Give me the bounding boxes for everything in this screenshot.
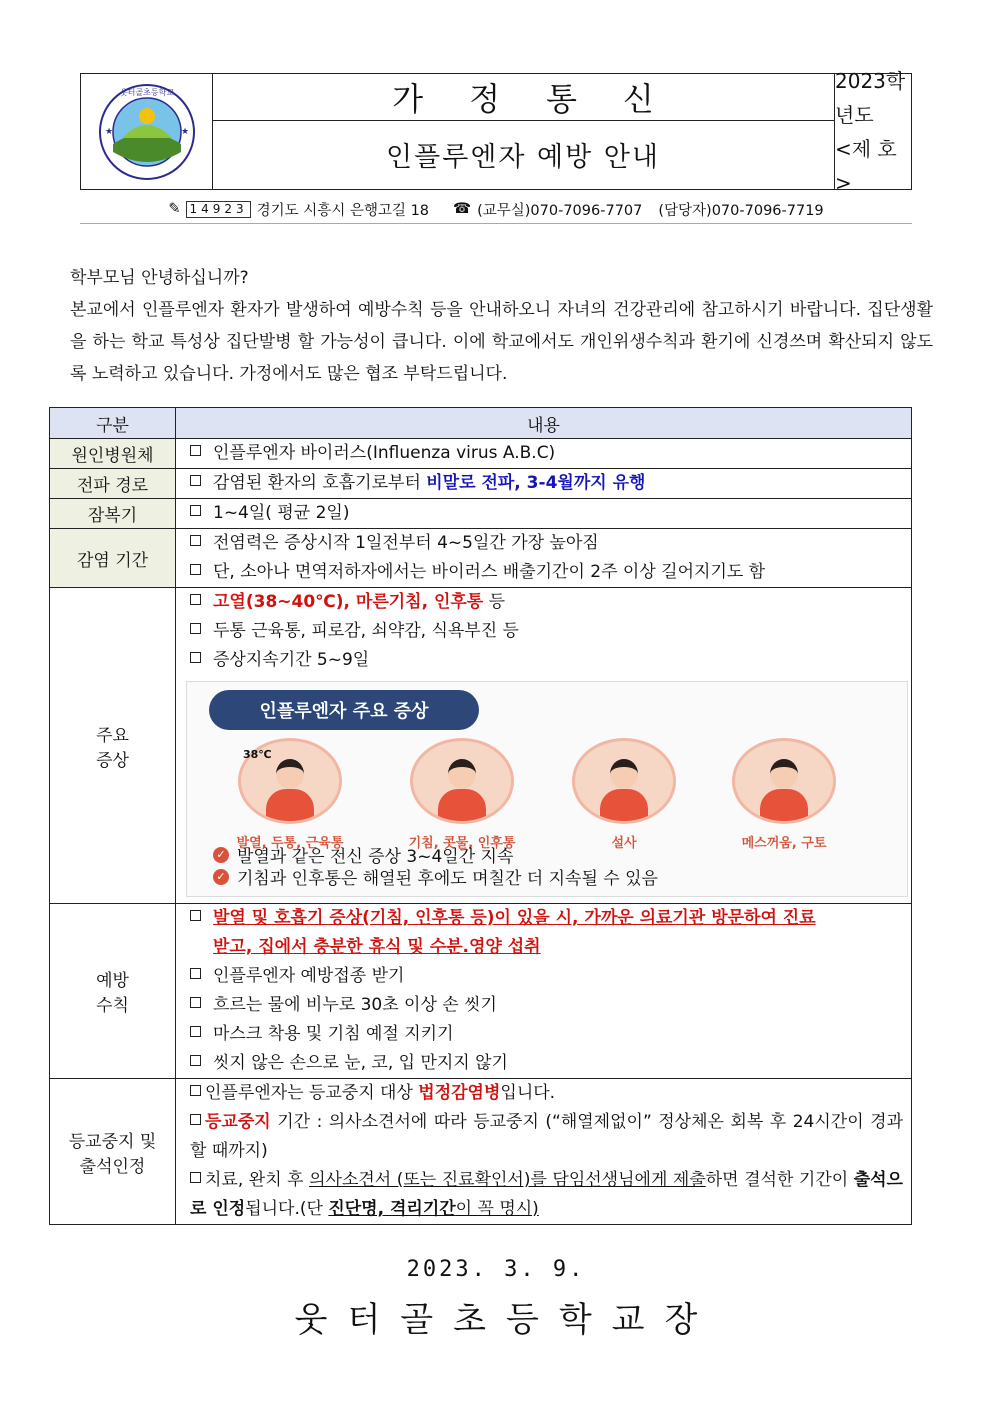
intro-body: 본교에서 인플루엔자 환자가 발생하여 예방수칙 등을 안내하오니 자녀의 건강관리에 참고하시기 바랍니다. 집단생활을 하는 학교 특성상 집단발병 할 가능성이 큽니다. 이에 학교에서도 개인위생수칙과 환기에 신경쓰며 확산되지 않도록 노력하고 있습니다. 가정에서도 많은 협조 부탁드립니다. — [70, 300, 933, 384]
col-content: 내용 — [176, 408, 912, 439]
phone-icon: ☎ — [453, 201, 472, 217]
symptom-label: 기침, 콧물, 인후통 — [408, 836, 516, 851]
school-logo — [81, 74, 213, 189]
note-text: 기침과 인후통은 해열된 후에도 며칠간 더 지속될 수 있음 — [237, 869, 658, 889]
row-text: 1~4일( 평균 2일) — [213, 503, 350, 523]
symptom-label: 메스꺼움, 구토 — [741, 836, 827, 851]
school-year: 2023학년도 — [835, 68, 906, 127]
intro — [60, 262, 933, 390]
symptom-fever — [225, 738, 355, 851]
row-highlight: 법정감염병 — [418, 1083, 501, 1103]
row-text: 씻지 않은 손으로 눈, 코, 입 만지지 않기 — [213, 1053, 508, 1073]
row-text: 됩니다.(단 — [245, 1199, 329, 1219]
row-text: 전염력은 증상시작 1일전부터 4~5일간 가장 높아짐 — [213, 533, 599, 553]
table-row — [50, 499, 912, 529]
row-text: 하면 결석한 기간이 — [705, 1170, 854, 1190]
label-line: 증상 — [96, 750, 129, 771]
label-line: 출석인정 — [79, 1156, 146, 1177]
phone-office: (교무실)070-7096-7707 — [477, 202, 643, 219]
principal-signature: 웃터골초등학교장 — [294, 1300, 718, 1340]
symptom-highlight: 고열(38~40℃), 마른기침, 인후통 — [213, 592, 484, 612]
row-text: 입니다. — [500, 1083, 556, 1103]
mail-icon: ✎ — [168, 201, 181, 217]
attendance-para — [190, 1079, 903, 1108]
row-underline: 의사소견서 (또는 진료확인서)를 담임선생님에게 제출 — [309, 1170, 706, 1190]
symptom-label: 발열, 두통, 근육통 — [236, 836, 344, 851]
label-line: 수칙 — [96, 996, 129, 1016]
page-subtitle: 인플루엔자 예방 안내 — [212, 120, 835, 189]
table-header — [50, 408, 912, 439]
prevention-highlight: 받고, 집에서 충분한 휴식 및 수분.영양 섭취 — [213, 937, 541, 957]
check-icon: ✓ — [213, 869, 229, 885]
row-text: 흐르는 물에 비누로 30초 이상 손 씻기 — [213, 995, 497, 1015]
logo-lettering: 웃터골초등학교 — [119, 87, 174, 97]
prevention-highlight: 발열 및 호흡기 증상(기침, 인후통 등)이 있을 시, 가까운 의료기관 방문하여 진료 — [213, 908, 816, 928]
note-text: 발열과 같은 전신 증상 3~4일간 지속 — [237, 847, 514, 867]
row-text: 인플루엔자는 등교중지 대상 — [205, 1083, 419, 1103]
school-emblem-icon — [92, 82, 202, 182]
symptom-label: 설사 — [611, 836, 637, 851]
attendance-para — [190, 1108, 903, 1166]
row-text: 두통 근육통, 피로감, 쇠약감, 식욕부진 등 — [213, 621, 519, 641]
attendance-para — [190, 1166, 903, 1224]
row-label: 잠복기 — [50, 499, 176, 529]
table-row — [50, 904, 912, 1079]
svg-text:★: ★ — [104, 126, 113, 137]
issue-info — [835, 68, 911, 195]
zip-code: 14923 — [186, 201, 250, 218]
phone-manager: (담당자)070-7096-7719 — [658, 202, 824, 219]
divider — [80, 223, 912, 224]
row-text: 단, 소아나 면역저하자에서는 바이러스 배출기간이 2주 이상 길어지기도 함 — [213, 562, 766, 582]
row-highlight: 비말로 전파, 3-4월까지 유행 — [426, 473, 646, 493]
label-line: 예방 — [96, 971, 129, 991]
row-text: 등 — [483, 592, 506, 612]
street-address: 경기도 시흥시 은행고길 18 — [256, 202, 430, 219]
issue-number: <제 호> — [835, 136, 897, 195]
address-line — [80, 196, 912, 222]
row-label: 감염 기간 — [50, 529, 176, 588]
label-line: 등교중지 및 — [68, 1131, 157, 1152]
row-text: 이 꼭 명시) — [455, 1199, 539, 1219]
row-label: 원인병원체 — [50, 439, 176, 469]
row-text: 인플루엔자 예방접종 받기 — [213, 966, 405, 986]
table-row — [50, 529, 912, 588]
info-table — [49, 407, 912, 1225]
row-label: 전파 경로 — [50, 469, 176, 499]
row-text: 감염된 환자의 호흡기로부터 — [213, 473, 427, 493]
row-text: 인플루엔자 바이러스(Influenza virus A.B.C) — [213, 443, 556, 463]
row-text: 치료, 완치 후 — [205, 1170, 310, 1190]
symptom-diarrhea — [559, 738, 689, 851]
label-line: 주요 — [96, 725, 129, 746]
infographic-banner: 인플루엔자 주요 증상 — [209, 690, 479, 730]
row-text: 증상지속기간 5~9일 — [213, 650, 370, 670]
symptom-nausea — [719, 738, 849, 851]
table-row — [50, 469, 912, 499]
col-category: 구분 — [50, 408, 176, 439]
row-text: 기간 : 의사소견서에 따라 등교중지 (“해열제없이” 정상체온 회복 후 24시간이 경과 할 때까지) — [190, 1112, 903, 1161]
table-row — [50, 439, 912, 469]
temp-label: 38℃ — [243, 748, 272, 761]
symptom-infographic — [186, 681, 908, 897]
row-bold: 출석으로 인정 — [190, 1170, 903, 1219]
issue-date: 2023. 3. 9. — [406, 1257, 586, 1282]
table-row — [50, 588, 912, 904]
letterhead — [80, 68, 912, 195]
row-label — [50, 588, 176, 904]
greeting: 학부모님 안녕하십니까? — [70, 268, 249, 288]
row-bold: 진단명, 격리기간 — [328, 1199, 456, 1219]
svg-text:★: ★ — [180, 126, 189, 137]
row-label — [50, 1079, 176, 1225]
symptom-cough — [397, 738, 527, 851]
row-highlight: 등교중지 — [205, 1112, 271, 1132]
infographic-note — [213, 864, 658, 889]
check-icon: ✓ — [213, 847, 229, 863]
table-row — [50, 1079, 912, 1225]
page-title: 가정통신 — [212, 74, 835, 121]
row-text: 마스크 착용 및 기침 예절 지키기 — [213, 1024, 454, 1044]
row-label — [50, 904, 176, 1079]
